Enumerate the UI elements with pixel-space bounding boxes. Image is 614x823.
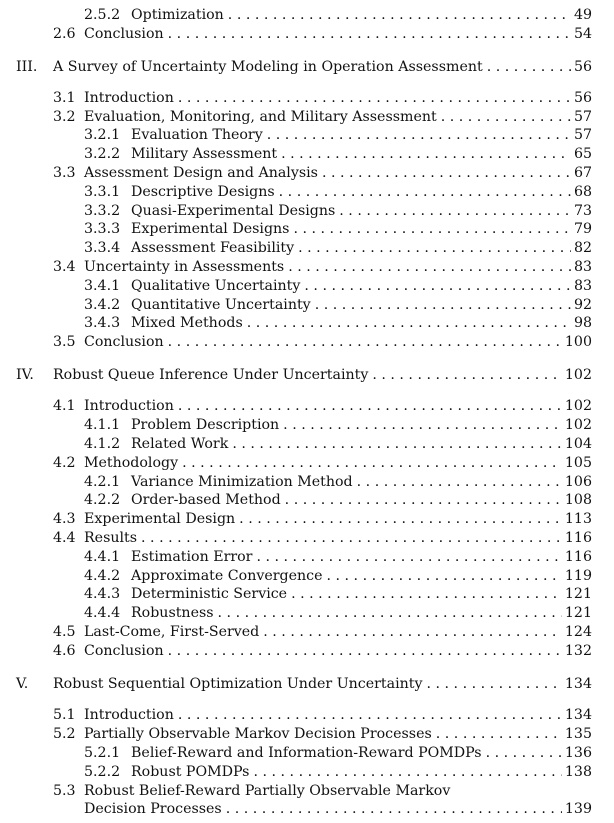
entry-title: Experimental Design — [84, 511, 236, 527]
entry-number: 4.3 — [53, 511, 76, 527]
toc-entry[interactable] — [53, 398, 592, 415]
toc-entry[interactable] — [84, 745, 592, 762]
entry-page: 134 — [564, 707, 592, 723]
toc-entry[interactable] — [84, 436, 592, 453]
entry-number: 3.3.2 — [84, 203, 121, 219]
toc-entry[interactable] — [53, 109, 592, 126]
toc-entry[interactable] — [53, 643, 592, 660]
toc-entry[interactable] — [53, 90, 592, 107]
entry-page: 68 — [573, 184, 592, 200]
entry-number: 5.2 — [53, 726, 76, 742]
entry-title: Estimation Error — [131, 549, 253, 565]
entry-number: 3.3.1 — [84, 184, 121, 200]
entry-page: 106 — [564, 474, 592, 490]
dot-leader — [279, 184, 571, 201]
entry-page: 108 — [564, 492, 592, 508]
toc-entry[interactable] — [84, 127, 592, 144]
toc-entry[interactable] — [84, 297, 592, 314]
entry-page: 113 — [564, 511, 592, 527]
toc-entry[interactable] — [84, 568, 592, 585]
entry-title: Order-based Method — [131, 492, 281, 508]
toc-entry[interactable] — [53, 726, 592, 743]
entry-number: 3.3.3 — [84, 221, 121, 237]
entry-title: Introduction — [84, 398, 174, 414]
dot-leader — [178, 398, 562, 415]
entry-page: 102 — [564, 417, 592, 433]
entry-title: Military Assessment — [131, 146, 278, 162]
dot-leader — [239, 511, 562, 528]
entry-page: 56 — [573, 90, 592, 106]
entry-page: 102 — [564, 398, 592, 414]
entry-number: 4.1.1 — [84, 417, 121, 433]
entry-number: 4.1 — [53, 398, 76, 414]
dot-leader — [168, 334, 562, 351]
dot-leader — [283, 417, 562, 434]
entry-page: 57 — [573, 127, 592, 143]
dot-leader — [285, 492, 562, 509]
entry-number: 3.2 — [53, 109, 76, 125]
toc-entry[interactable] — [84, 278, 592, 295]
entry-page: 100 — [564, 334, 592, 350]
entry-page: 104 — [564, 436, 592, 452]
entry-number: 4.2 — [53, 455, 76, 471]
entry-title: Evaluation, Monitoring, and Military Assessment — [84, 109, 437, 125]
entry-page: 136 — [564, 745, 592, 761]
entry-number: 5.2.2 — [84, 764, 121, 780]
entry-title: Results — [84, 530, 138, 546]
chapter-number: III. — [16, 59, 38, 75]
entry-number: 3.5 — [53, 334, 76, 350]
dot-leader — [232, 436, 562, 453]
dot-leader — [298, 240, 571, 257]
entry-number: 4.4.3 — [84, 586, 121, 602]
toc-entry[interactable] — [84, 240, 592, 257]
toc-entry[interactable] — [53, 707, 592, 724]
entry-page: 121 — [564, 605, 592, 621]
entry-title: Last-Come, First-Served — [84, 624, 260, 640]
entry-page: 135 — [564, 726, 592, 742]
entry-page: 54 — [573, 26, 592, 42]
entry-title: Optimization — [131, 7, 224, 23]
entry-page: 73 — [573, 203, 592, 219]
entry-page: 119 — [564, 568, 592, 584]
entry-page: 121 — [564, 586, 592, 602]
toc-entry[interactable] — [53, 511, 592, 528]
toc-entry[interactable] — [84, 221, 592, 238]
dot-leader — [178, 90, 571, 107]
dot-leader — [182, 455, 562, 472]
dot-leader — [487, 59, 571, 76]
dot-leader — [441, 109, 571, 126]
entry-page: 139 — [564, 801, 592, 817]
toc-entry[interactable] — [84, 203, 592, 220]
entry-page: 116 — [564, 549, 592, 565]
entry-title: Variance Minimization Method — [131, 474, 353, 490]
entry-page: 124 — [564, 624, 592, 640]
entry-title: Quasi-Experimental Designs — [131, 203, 336, 219]
toc-entry[interactable] — [84, 417, 592, 434]
entry-page: 56 — [573, 59, 592, 75]
entry-number: 4.6 — [53, 643, 76, 659]
entry-title: Conclusion — [84, 643, 164, 659]
dot-leader — [288, 259, 571, 276]
entry-number: 5.3 — [53, 783, 76, 799]
entry-title: Deterministic Service — [131, 586, 288, 602]
dot-leader — [218, 605, 562, 622]
entry-title: Robust Belief-Reward Partially Observable Markov — [84, 783, 451, 799]
toc-entry[interactable] — [84, 605, 592, 622]
entry-page: 67 — [573, 165, 592, 181]
entry-title: Robust POMDPs — [131, 764, 250, 780]
entry-title: Robustness — [131, 605, 214, 621]
entry-title: Qualitative Uncertainty — [131, 278, 301, 294]
entry-number: 3.4.3 — [84, 315, 121, 331]
entry-title: Conclusion — [84, 334, 164, 350]
dot-leader — [226, 801, 562, 818]
dot-leader — [326, 568, 561, 585]
entry-number: 3.4 — [53, 259, 76, 275]
entry-page: 49 — [573, 7, 592, 23]
entry-number: 2.6 — [53, 26, 76, 42]
dot-leader — [436, 726, 562, 743]
dot-leader — [141, 530, 562, 547]
toc-entry[interactable] — [84, 315, 592, 332]
entry-title: Introduction — [84, 90, 174, 106]
entry-number: 3.3 — [53, 165, 76, 181]
dot-leader — [168, 643, 562, 660]
entry-page: 105 — [564, 455, 592, 471]
dot-leader — [357, 474, 562, 491]
entry-number: 4.4.1 — [84, 549, 121, 565]
entry-title: Conclusion — [84, 26, 164, 42]
entry-title: Mixed Methods — [131, 315, 243, 331]
entry-page: 79 — [573, 221, 592, 237]
dot-leader — [228, 7, 571, 24]
dot-leader — [486, 745, 562, 762]
dot-leader — [315, 297, 571, 314]
entry-title: Assessment Feasibility — [131, 240, 295, 256]
entry-number: 3.4.2 — [84, 297, 121, 313]
entry-number: 3.2.1 — [84, 127, 121, 143]
dot-leader — [281, 146, 571, 163]
entry-page: 65 — [573, 146, 592, 162]
toc-entry[interactable] — [53, 455, 592, 472]
entry-title: Related Work — [131, 436, 229, 452]
entry-page: 132 — [564, 643, 592, 659]
toc-entry[interactable] — [84, 474, 592, 491]
entry-title: Evaluation Theory — [131, 127, 263, 143]
dot-leader — [256, 549, 561, 566]
entry-page: 82 — [573, 240, 592, 256]
entry-page: 83 — [573, 278, 592, 294]
toc-chapter[interactable] — [16, 367, 592, 384]
entry-page: 116 — [564, 530, 592, 546]
toc-entry[interactable] — [53, 334, 592, 351]
entry-page: 57 — [573, 109, 592, 125]
entry-number: 4.4.4 — [84, 605, 121, 621]
entry-number: 5.1 — [53, 707, 76, 723]
toc-entry[interactable] — [84, 764, 592, 781]
entry-number: 4.1.2 — [84, 436, 121, 452]
chapter-number: V. — [16, 676, 29, 692]
dot-leader — [304, 278, 571, 295]
toc-entry[interactable] — [53, 26, 592, 43]
entry-number: 2.5.2 — [84, 7, 121, 23]
dot-leader — [372, 367, 562, 384]
entry-number: 3.1 — [53, 90, 76, 106]
dot-leader — [168, 26, 571, 43]
entry-number: 3.4.1 — [84, 278, 121, 294]
toc-chapter[interactable] — [16, 676, 592, 693]
entry-title: Methodology — [84, 455, 179, 471]
dot-leader — [293, 221, 570, 238]
entry-title: Partially Observable Markov Decision Processes — [84, 726, 432, 742]
entry-page: 98 — [573, 315, 592, 331]
entry-number: 3.2.2 — [84, 146, 121, 162]
entry-title: Introduction — [84, 707, 174, 723]
dot-leader — [267, 127, 571, 144]
entry-number: 4.4 — [53, 530, 76, 546]
entry-number: 4.2.2 — [84, 492, 121, 508]
toc-entry[interactable] — [84, 586, 592, 603]
entry-title: Belief-Reward and Information-Reward POMDPs — [131, 745, 482, 761]
entry-title: Decision Processes — [84, 801, 222, 817]
dot-leader — [247, 315, 571, 332]
toc-entry[interactable] — [84, 146, 592, 163]
dot-leader — [263, 624, 562, 641]
toc-entry[interactable] — [84, 492, 592, 509]
entry-number: 5.2.1 — [84, 745, 121, 761]
entry-page: 134 — [564, 676, 592, 692]
entry-title: Experimental Designs — [131, 221, 290, 237]
chapter-title: Robust Queue Inference Under Uncertainty — [53, 367, 369, 383]
toc-entry[interactable] — [53, 783, 592, 800]
toc-entry[interactable] — [53, 624, 592, 641]
toc-entry[interactable] — [84, 184, 592, 201]
dot-leader — [178, 707, 562, 724]
toc-entry-continuation[interactable] — [53, 801, 592, 818]
entry-title: Assessment Design and Analysis — [84, 165, 318, 181]
dot-leader — [253, 764, 561, 781]
entry-title: Uncertainty in Assessments — [84, 259, 285, 275]
chapter-number: IV. — [16, 367, 34, 383]
dot-leader — [322, 165, 571, 182]
entry-page: 92 — [573, 297, 592, 313]
toc-entry[interactable] — [53, 259, 592, 276]
entry-title: Quantitative Uncertainty — [131, 297, 311, 313]
entry-page: 102 — [564, 367, 592, 383]
entry-number: 4.2.1 — [84, 474, 121, 490]
dot-leader — [427, 676, 562, 693]
dot-leader — [339, 203, 571, 220]
dot-leader — [291, 586, 562, 603]
entry-number: 4.4.2 — [84, 568, 121, 584]
toc-entry[interactable] — [84, 7, 592, 24]
chapter-title: A Survey of Uncertainty Modeling in Operation Assessment — [53, 59, 483, 75]
entry-title: Approximate Convergence — [131, 568, 323, 584]
chapter-title: Robust Sequential Optimization Under Uncertainty — [53, 676, 423, 692]
toc-entry[interactable] — [53, 530, 592, 547]
toc-chapter[interactable] — [16, 59, 592, 76]
entry-title: Descriptive Designs — [131, 184, 275, 200]
entry-title: Problem Description — [131, 417, 280, 433]
entry-page: 138 — [564, 764, 592, 780]
entry-page: 83 — [573, 259, 592, 275]
entry-number: 3.3.4 — [84, 240, 121, 256]
toc-entry[interactable] — [84, 549, 592, 566]
toc-entry[interactable] — [53, 165, 592, 182]
entry-number: 4.5 — [53, 624, 76, 640]
